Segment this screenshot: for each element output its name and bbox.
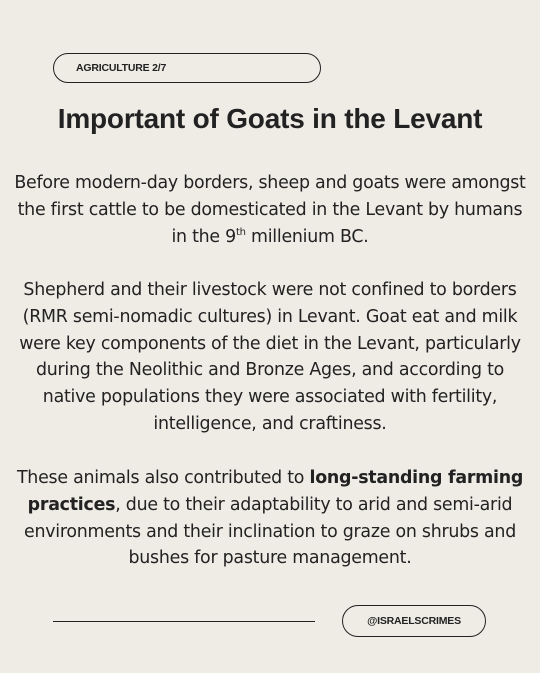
paragraph-farming	[12, 465, 528, 572]
ordinal-suffix: th	[235, 226, 246, 238]
paragraph-intro-end: millenium BC.	[245, 226, 369, 247]
paragraph-farming-highlight: long-standing farming practices	[27, 468, 524, 515]
paragraph-farming-text: These animals also contributed to	[16, 468, 310, 488]
paragraph-intro-text: Before modern-day borders, sheep and goats were amongst the first cattle to be domesticated in the Levant by humans in the 9	[14, 173, 526, 247]
footer-divider	[53, 621, 315, 622]
paragraph-intro	[12, 170, 528, 250]
account-handle-label: @ISRAELSCRIMES	[367, 615, 461, 627]
category-tag-label: AGRICULTURE 2/7	[76, 62, 167, 74]
paragraph-history: Shepherd and their livestock were not confined to borders (RMR semi-nomadic cultures) in Levant. Goat eat and milk were key components of the diet in the Levant, particularly during the Neolithic and Bronze Ages, and according to native populations they were associated with fertility, intelligence, and craftiness.	[19, 280, 521, 434]
page-title: Important of Goats in the Levant	[57, 103, 483, 134]
account-handle-badge	[342, 605, 486, 637]
paragraph-farming-end: , due to their adaptability to arid and semi-arid environments and their inclination to graze on shrubs and bushes for pasture management.	[24, 494, 516, 569]
category-tag	[53, 53, 321, 83]
